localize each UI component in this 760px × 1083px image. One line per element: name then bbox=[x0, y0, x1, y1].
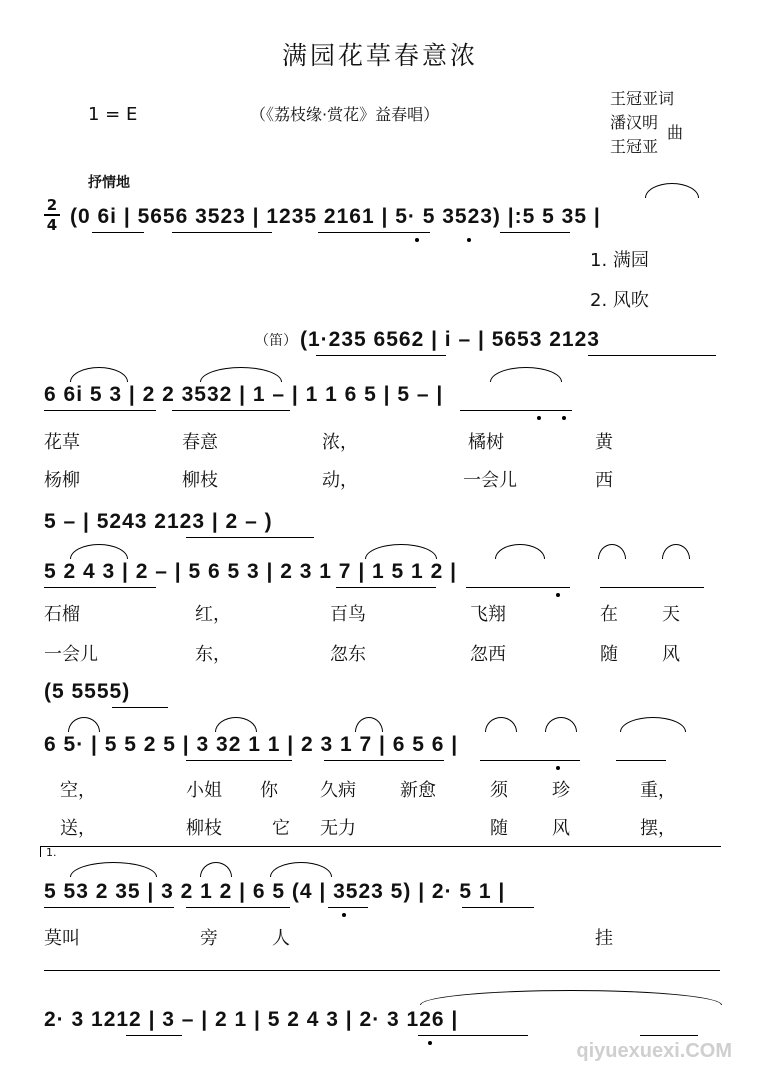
lyric-v2: 西 bbox=[595, 470, 613, 491]
instrumental-line-3 bbox=[0, 510, 760, 550]
lyric-v1: 人 bbox=[272, 928, 290, 949]
lyric-v1: 须 bbox=[490, 780, 508, 801]
notes-inst-4: (5 5555) bbox=[44, 680, 131, 703]
lyric-v1: 石榴 bbox=[44, 604, 80, 625]
notes-system-2: 6 6i 5 3 | 2 2 3532 | 1 – | 1 1 6 5 | 5 – | bbox=[44, 383, 444, 406]
lyric-v2: 杨柳 bbox=[44, 470, 80, 491]
lyric-v1: 新愈 bbox=[400, 780, 436, 801]
flute-line bbox=[0, 328, 760, 368]
bracket-line bbox=[44, 970, 720, 971]
lyric-v2: 柳枝 bbox=[182, 470, 218, 491]
lyric-v2: 它 bbox=[272, 818, 290, 839]
lyric-v2: 无力 bbox=[320, 818, 356, 839]
lyric-v1: 你 bbox=[260, 780, 278, 801]
lyric-v2: 一会儿 bbox=[44, 644, 98, 665]
lyric-v2: 柳枝 bbox=[186, 818, 222, 839]
lyric-v2: 忽西 bbox=[470, 644, 506, 665]
score-system-5 bbox=[0, 880, 760, 920]
score-system-4 bbox=[0, 733, 760, 773]
notes-system-5: 5 53 2 35 | 3 2 1 2 | 6 5 (4 | 3523 5) | 2· 5 1 | bbox=[44, 880, 506, 903]
lyric-v1: 在 bbox=[600, 604, 618, 625]
lyric-v1: 天 bbox=[662, 604, 680, 625]
lyric-v1: 珍 bbox=[552, 780, 570, 801]
lyric-v1: 浓， bbox=[322, 432, 358, 453]
lyric-v2: 风 bbox=[552, 818, 570, 839]
lyric-v1: 久病 bbox=[320, 780, 356, 801]
notes-system-4: 6 5· | 5 5 2 5 | 3 32 1 1 | 2 3 1 7 | 6 5 6 | bbox=[44, 733, 459, 756]
lyric-v1: 红， bbox=[195, 604, 231, 625]
lyric-v1: 春意 bbox=[182, 432, 218, 453]
first-ending-label: 1. bbox=[46, 846, 57, 859]
lyric-v2: 随 bbox=[490, 818, 508, 839]
lyric-v1: 莫叫 bbox=[44, 928, 80, 949]
page-title: 满园花草春意浓 bbox=[281, 41, 478, 70]
watermark: qiyuexuexi.COM bbox=[576, 1040, 732, 1062]
lyric-v2: 动， bbox=[322, 470, 358, 491]
key-signature: 1 = E bbox=[88, 104, 138, 125]
lyricist-credit: 王冠亚词 bbox=[610, 89, 675, 108]
lyric-v2: 一会儿 bbox=[463, 470, 517, 491]
lyric-v1: 挂 bbox=[595, 928, 613, 949]
lyric-v2: 随 bbox=[600, 644, 618, 665]
time-signature: 2 4 bbox=[44, 196, 60, 234]
lyric-v2: 风 bbox=[662, 644, 680, 665]
lyric-v1: 旁 bbox=[200, 928, 218, 949]
lyric-v1: 飞翔 bbox=[470, 604, 506, 625]
first-ending-bracket bbox=[40, 846, 721, 857]
lyric-v1: 百鸟 bbox=[330, 604, 366, 625]
notes-system-3: 5 2 4 3 | 2 – | 5 6 5 3 | 2 3 1 7 | 1 5 1 2 | bbox=[44, 560, 457, 583]
composer-credit-b: 王冠亚 bbox=[610, 137, 659, 156]
verse-1-label: 1. 满园 bbox=[590, 250, 649, 271]
instrumental-line-4 bbox=[0, 680, 760, 720]
lyric-v1: 花草 bbox=[44, 432, 80, 453]
lyric-v1: 重， bbox=[640, 780, 676, 801]
flute-label: （笛） bbox=[255, 333, 297, 349]
notes-inst-3: 5 – | 5243 2123 | 2 – ) bbox=[44, 510, 273, 533]
notes-system-6: 2· 3 1212 | 3 – | 2 1 | 5 2 4 3 | 2· 3 126 | bbox=[44, 1008, 459, 1031]
notes-flute: (1·235 6562 | i – | 5653 2123 bbox=[300, 328, 600, 351]
composer-suffix: 曲 bbox=[667, 123, 684, 142]
lyric-v1: 黄 bbox=[595, 432, 613, 453]
lyric-v1: 空， bbox=[60, 780, 96, 801]
score-system-3 bbox=[0, 560, 760, 600]
score-system-1 bbox=[0, 205, 760, 245]
lyric-v2: 摆， bbox=[640, 818, 676, 839]
lyric-v1: 小姐 bbox=[186, 780, 222, 801]
lyric-v2: 忽东 bbox=[330, 644, 366, 665]
score-system-2 bbox=[0, 383, 760, 423]
lyric-v2: 东， bbox=[195, 644, 231, 665]
composer-credit-a: 潘汉明 bbox=[610, 113, 659, 132]
lyric-v2: 送， bbox=[60, 818, 96, 839]
verse-2-label: 2. 风吹 bbox=[590, 290, 649, 311]
lyric-v1: 橘树 bbox=[468, 432, 504, 453]
subtitle: （《荔枝缘·赏花》益春唱） bbox=[250, 105, 440, 124]
notes-system-1: (0 6i | 5656 3523 | 1235 2161 | 5· 5 3523) |:5 5 35 | bbox=[70, 205, 601, 228]
tempo-marking: 抒情地 bbox=[88, 175, 130, 191]
